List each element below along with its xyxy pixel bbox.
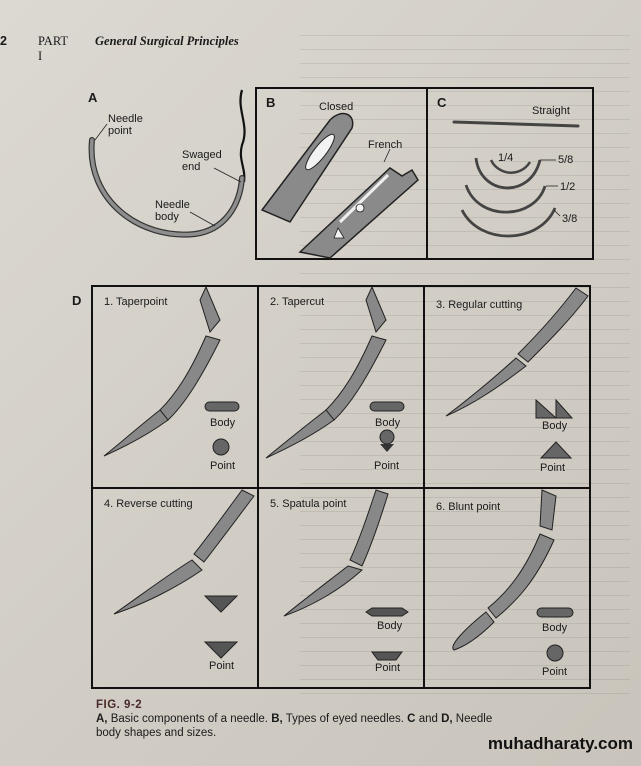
needle-point-label: Needle point xyxy=(108,113,143,137)
blunt-point-needle xyxy=(453,490,573,661)
suture-thread xyxy=(240,90,244,182)
cell-2-body-label: Body xyxy=(375,417,401,429)
reverse-cutting-needle xyxy=(114,490,254,658)
cell-3-body-label: Body xyxy=(542,420,568,432)
cell-6-body-label: Body xyxy=(542,622,568,634)
three-eighths-label: 3/8 xyxy=(562,213,578,225)
tapercut-point-section xyxy=(380,430,394,444)
tapercut-body-section xyxy=(370,402,404,411)
caption-a-marker: A, xyxy=(96,713,108,725)
panel-d-letter: D xyxy=(72,293,82,308)
cell-5-body-label: Body xyxy=(377,620,403,632)
straight-label: Straight xyxy=(532,105,570,117)
cell-4-point-label: Point xyxy=(209,660,235,672)
part-title: General Surgical Principles xyxy=(95,34,239,48)
panel-d-grid xyxy=(92,286,590,688)
cell-3-title: 3. Regular cutting xyxy=(436,299,523,311)
needle-size-curves xyxy=(454,122,578,236)
caption-c-marker: C xyxy=(407,713,416,725)
french-label: French xyxy=(368,139,403,151)
regular-cutting-point-section xyxy=(541,442,571,458)
blunt-point-section xyxy=(547,645,563,661)
swaged-end-label: Swaged end xyxy=(182,149,222,173)
site-watermark: muhadharaty.com xyxy=(487,734,633,753)
french-eye-needle xyxy=(300,168,418,258)
regular-cutting-needle xyxy=(446,288,588,458)
caption-d-text: Needle body shapes and sizes. xyxy=(96,713,493,739)
spatula-body-section xyxy=(366,608,408,616)
cell-6-title: 6. Blunt point xyxy=(436,501,501,513)
cell-3-point-label: Point xyxy=(540,462,566,474)
taperpoint-point-section xyxy=(213,439,229,455)
cell-4-title: 4. Reverse cutting xyxy=(104,498,193,510)
needle-body-label: Needle body xyxy=(155,199,190,223)
caption-b-marker: B, xyxy=(271,713,283,725)
panel-c-letter: C xyxy=(437,95,447,110)
cell-2-title: 2. Tapercut xyxy=(270,296,325,308)
reverse-cutting-body-section xyxy=(205,596,237,612)
panel-b-letter: B xyxy=(266,95,276,110)
cell-5-title: 5. Spatula point xyxy=(270,498,347,510)
caption-b-text: Types of eyed needles. xyxy=(285,713,404,725)
taperpoint-needle xyxy=(104,287,239,456)
part-label: PART I xyxy=(38,34,68,63)
half-label: 1/2 xyxy=(560,181,576,193)
cell-1-title: 1. Taperpoint xyxy=(104,296,168,308)
page-number: 2 xyxy=(0,34,7,48)
straight-needle xyxy=(454,122,578,126)
panel-a-letter: A xyxy=(88,90,98,105)
regular-cutting-body-section xyxy=(536,400,556,418)
caption-c-text: and xyxy=(418,713,438,725)
blunt-body-section xyxy=(537,608,573,617)
closed-label: Closed xyxy=(319,101,354,113)
cell-2-point-label: Point xyxy=(374,460,400,472)
quarter-label: 1/4 xyxy=(498,152,514,164)
cell-1-body-label: Body xyxy=(210,417,236,429)
caption-a-text: Basic components of a needle. xyxy=(110,713,268,725)
tapercut-needle xyxy=(266,287,404,458)
cell-1-point-label: Point xyxy=(210,460,236,472)
closed-eye-needle xyxy=(262,114,353,222)
taperpoint-body-section xyxy=(205,402,239,411)
cell-5-point-label: Point xyxy=(375,662,401,674)
caption-d-marker: D, xyxy=(441,713,453,725)
spatula-point-needle xyxy=(284,490,408,660)
reverse-cutting-point-section xyxy=(205,642,237,658)
five-eighths-label: 5/8 xyxy=(558,154,574,166)
figure-caption xyxy=(96,698,516,740)
cell-6-point-label: Point xyxy=(542,666,568,678)
figure-number: FIG. 9-2 xyxy=(96,699,143,711)
spatula-point-section xyxy=(372,652,402,660)
